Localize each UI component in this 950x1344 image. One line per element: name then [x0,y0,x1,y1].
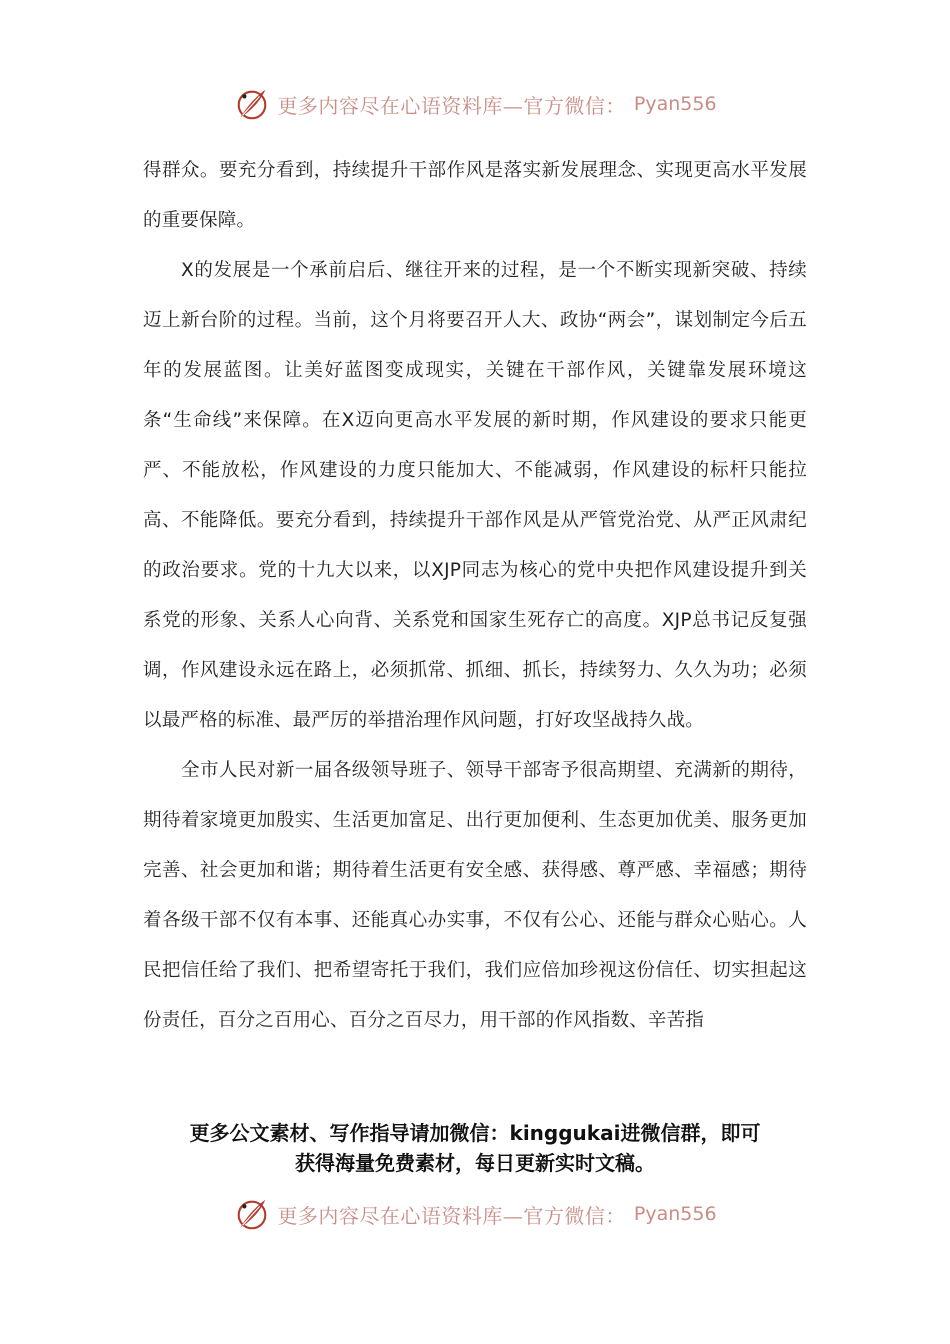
paragraph-3: 全市人民对新一届各级领导班子、领导干部寄予很高期望、充满新的期待，期待着家境更加殷实、生活更加富足、出行更加便利、生态更加优美、服务更加完善、社会更加和谐；期待着生活更有安全感、获得感、尊严感、幸福感；期待着各级干部不仅有本事、还能真心办实事，不仅有公心、还能与群众心贴心。人民把信任给了我们、把希望寄托于我们，我们应倍加珍视这份信任、切实担起这份责任，百分之百用心、百分之百尽力，用干部的作风指数、辛苦指 [143,760,807,1031]
watermark-wechat-id: Pyan556 [633,93,717,115]
promo-notice [143,1118,807,1178]
promo-line-1: 更多公文素材、写作指导请加微信：kinggukai进微信群，即可 [189,1121,761,1145]
document-body [143,146,807,1046]
footer-watermark [0,1192,950,1236]
feather-quill-logo-icon [233,85,271,123]
feather-quill-logo-icon [233,1195,271,1233]
promo-line-2: 获得海量免费素材，每日更新实时文稿。 [295,1151,655,1175]
watermark-title: 更多内容尽在心语资料库—官方微信： [277,1203,626,1228]
watermark-wechat-id: Pyan556 [633,1203,717,1225]
paragraph-1: 得群众。要充分看到，持续提升干部作风是落实新发展理念、实现更高水平发展的重要保障。 [143,160,807,231]
paragraph-2: X的发展是一个承前启后、继往开来的过程，是一个不断实现新突破、持续迈上新台阶的过程。当前，这个月将要召开人大、政协“两会”，谋划制定今后五年的发展蓝图。让美好蓝图变成现实，关键在干部作风，关键靠发展环境这条“生命线”来保障。在X迈向更高水平发展的新时期，作风建设的要求只能更严、不能放松，作风建设的力度只能加大、不能减弱，作风建设的标杆只能拉高、不能降低。要充分看到，持续提升干部作风是从严管党治党、从严正风肃纪的政治要求。党的十九大以来，以XJP同志为核心的党中央把作风建设提升到关系党的形象、关系人心向背、关系党和国家生死存亡的高度。XJP总书记反复强调，作风建设永远在路上，必须抓常、抓细、抓长，持续努力、久久为功；必须以最严格的标准、最严厉的举措治理作风问题，打好攻坚战持久战。 [143,260,807,731]
header-watermark [0,82,950,126]
watermark-title: 更多内容尽在心语资料库—官方微信： [277,93,626,118]
